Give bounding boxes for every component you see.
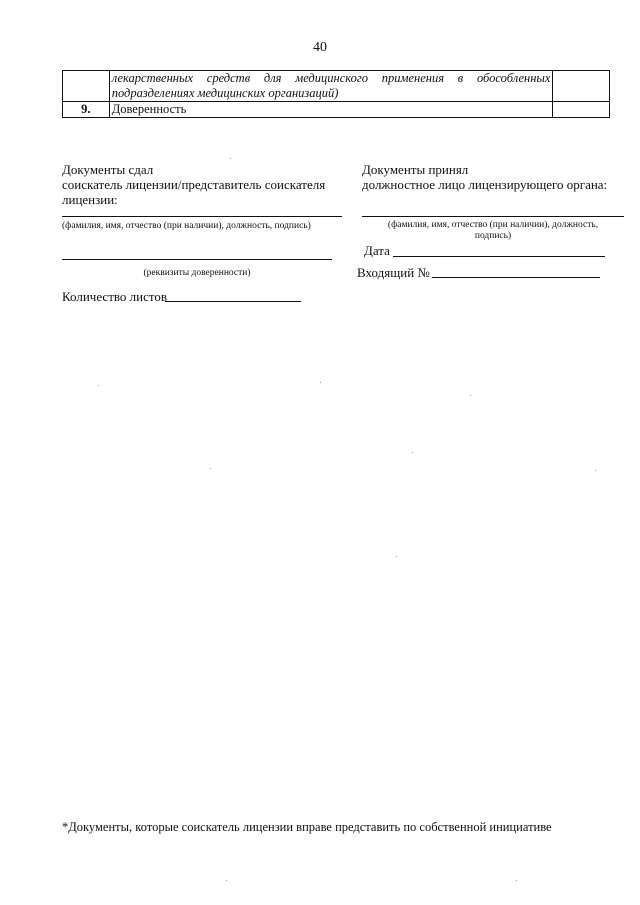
submitted-by-subheading-line2: лицензии: [62,192,118,207]
table-row [63,102,610,118]
proxy-details-line [62,259,332,260]
page-number: 40 [313,40,327,55]
scan-speck [595,470,596,471]
submitted-by-heading: Документы сдал [62,162,154,177]
scan-speck [226,880,227,881]
scan-speck [470,395,471,396]
scan-speck [230,158,231,159]
row-number: 9. [63,102,110,118]
name-signature-line-left [62,216,342,217]
sheets-count-line [165,301,301,302]
scan-speck [210,468,211,469]
received-by-heading: Документы принял [362,162,469,177]
incoming-number-line [432,277,600,278]
name-signature-line-right [362,216,624,217]
date-line [393,256,605,257]
row-description: Доверенность [109,102,553,118]
date-label: Дата [364,243,390,258]
scan-speck [412,452,413,453]
footnote: *Документы, которые соискатель лицензии вправе представить по собственной инициативе [62,820,552,834]
documents-table [62,70,610,118]
scan-speck [516,880,517,881]
received-by-block [362,162,622,192]
name-caption-right-line1: (фамилия, имя, отчество (при наличии), должность, [387,220,599,230]
sheets-count-label: Количество листов [62,289,168,304]
scan-speck [320,382,321,383]
scan-speck [98,385,99,386]
row-mark-cell [553,71,610,102]
row-description-line2: подразделениях медицинских организаций) [111,86,339,100]
table-row [63,71,610,102]
row-description [109,71,553,102]
received-by-subheading: должностное лицо лицензирующего органа: [362,177,608,192]
scan-speck [396,556,397,557]
name-caption-right-line2: подпись) [474,231,512,241]
submitted-by-subheading-line1: соискатель лицензии/представитель соискателя [62,177,326,192]
row-number [63,71,110,102]
row-description-line1: лекарственных средств для медицинского применения в обособленных [111,71,551,85]
proxy-caption: (реквизиты доверенности) [143,268,251,278]
name-caption-left: (фамилия, имя, отчество (при наличии), должность, подпись) [62,221,311,231]
name-caption-right [362,220,624,242]
row-mark-cell [553,102,610,118]
incoming-number-label: Входящий № [357,265,430,280]
submitted-by-block [62,162,352,207]
